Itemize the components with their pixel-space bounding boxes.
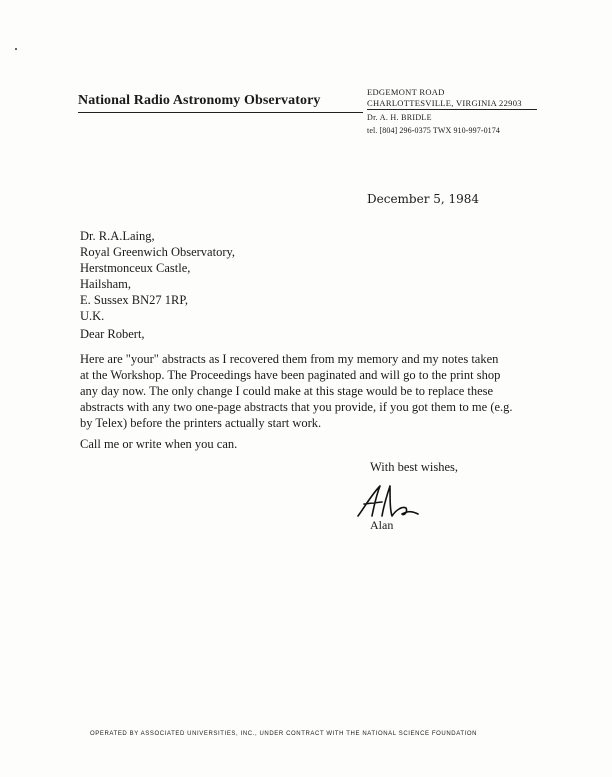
- organization-name: National Radio Astronomy Observatory: [78, 93, 321, 108]
- letterhead-rule: [78, 112, 363, 113]
- address-line-2: CHARLOTTESVILLE, VIRGINIA 22903: [367, 98, 522, 108]
- recipient-address: [80, 228, 235, 324]
- body-line: by Telex) before the printers actually start work.: [80, 416, 322, 430]
- body-line: Here are "your" abstracts as I recovered them from my memory and my notes taken: [80, 352, 499, 366]
- body-line: any day now. The only change I could make at this stage would be to replace these: [80, 384, 494, 398]
- paper-speck: [15, 48, 17, 50]
- signer-name: Alan: [370, 518, 394, 532]
- address-line-1: EDGEMONT ROAD: [367, 87, 445, 97]
- closing-line: Call me or write when you can.: [80, 437, 238, 451]
- letterhead-footer: OPERATED BY ASSOCIATED UNIVERSITIES, INC., UNDER CONTRACT WITH THE NATIONAL SCIENCE FOUNDATION: [90, 731, 478, 737]
- body-line: at the Workshop. The Proceedings have been paginated and will go to the print shop: [80, 368, 501, 382]
- recipient-line: Dr. R.A.Laing,: [80, 229, 155, 243]
- contact-line: tel. [804] 296-0375 TWX 910-997-0174: [367, 126, 500, 135]
- recipient-line: U.K.: [80, 309, 105, 323]
- recipient-line: E. Sussex BN27 1RP,: [80, 293, 189, 307]
- body-line: abstracts with any two one-page abstracts that you provide, if you got them to me (e.g.: [80, 400, 513, 414]
- letter-date: December 5, 1984: [367, 192, 480, 206]
- recipient-line: Herstmonceux Castle,: [80, 261, 191, 275]
- recipient-line: Royal Greenwich Observatory,: [80, 245, 236, 259]
- salutation: Dear Robert,: [80, 327, 145, 341]
- handwritten-signature: [350, 482, 430, 522]
- address-rule: [367, 109, 537, 110]
- recipient-line: Hailsham,: [80, 277, 132, 291]
- body-paragraph: [80, 351, 542, 431]
- valediction: With best wishes,: [370, 460, 459, 474]
- sender-name: Dr. A. H. BRIDLE: [367, 113, 432, 122]
